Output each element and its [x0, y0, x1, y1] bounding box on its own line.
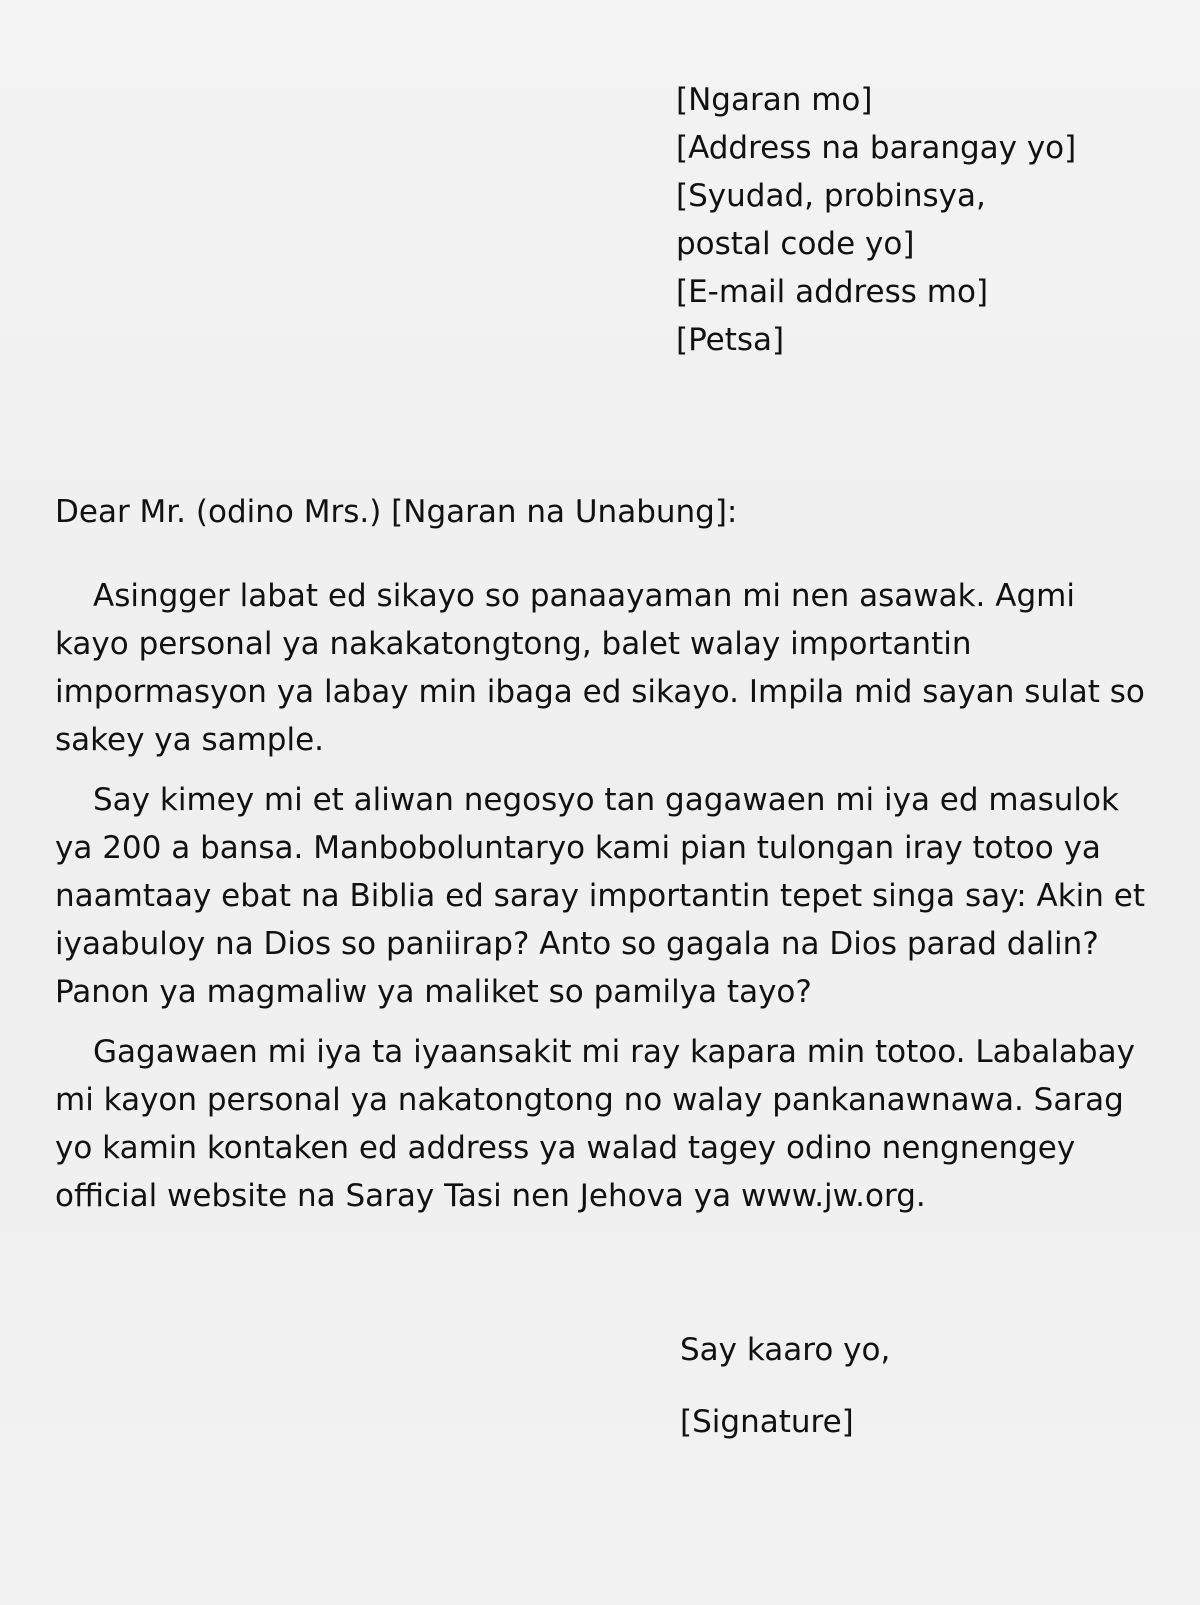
salutation: Dear Mr. (odino Mrs.) [Ngaran na Unabung]:: [55, 494, 738, 530]
closing: Say kaaro yo,: [680, 1332, 891, 1368]
sender-date: [Petsa]: [676, 322, 785, 358]
sender-barangay-address: [Address na barangay yo]: [676, 130, 1077, 166]
body-paragraph-2: Say kimey mi et aliwan negosyo tan gagawaen mi iya ed masulok ya 200 a bansa. Manboboluntaryo kami pian tulongan iray totoo ya naamtaay ebat na Biblia ed saray importantin tepet singa say: Akin et iyaabuloy na Dios so paniirap? Anto so gagala na Dios parad dalin? Panon ya magmaliw ya maliket so pamilya tayo?: [55, 782, 1145, 1010]
body-paragraph-1: Asingger labat ed sikayo so panaayaman mi nen asawak. Agmi kayo personal ya nakakatongtong, balet walay importantin impormasyon ya labay min ibaga ed sikayo. Impila mid sayan sulat so sakey ya sample.: [55, 578, 1145, 758]
sender-postal-code: postal code yo]: [676, 226, 915, 262]
sender-name: [Ngaran mo]: [676, 82, 873, 118]
sender-email: [E-mail address mo]: [676, 274, 989, 310]
body-paragraph-3: Gagawaen mi iya ta iyaansakit mi ray kapara min totoo. Labalabay mi kayon personal ya nakatongtong no walay pankanawnawa. Sarag yo kamin kontaken ed address ya walad tagey odino nengnengey official website na Saray Tasi nen Jehova ya www.jw.org.: [55, 1034, 1135, 1214]
sender-address-block: [676, 76, 1146, 364]
signature-placeholder: [Signature]: [680, 1404, 854, 1440]
sender-city-province: [Syudad, probinsya,: [676, 178, 986, 214]
letter-body: [55, 572, 1145, 1232]
